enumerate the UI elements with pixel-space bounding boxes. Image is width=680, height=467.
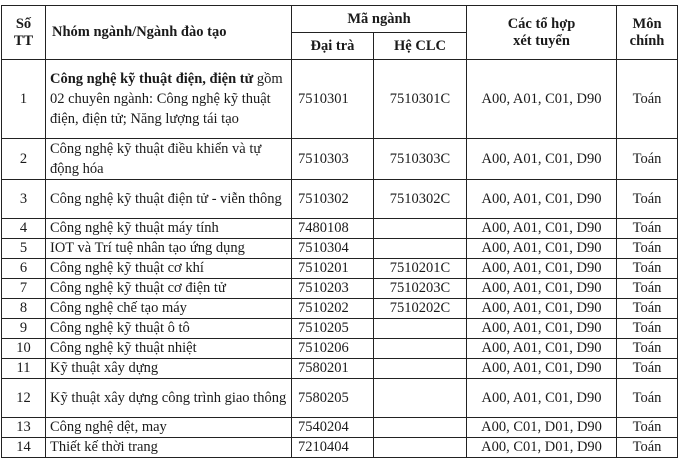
row-name: Công nghệ kỹ thuật cơ điện tử xyxy=(46,279,292,299)
header-stt-line2: TT xyxy=(13,32,34,49)
row-code: 7480108 xyxy=(292,219,374,239)
row-combos: A00, A01, C01, D90 xyxy=(467,239,617,259)
row-name: Công nghệ kỹ thuật ô tô xyxy=(46,319,292,339)
row-clc xyxy=(374,219,467,239)
row-name-bold: Công nghệ kỹ thuật điện, điện tử xyxy=(50,71,254,87)
row-combos: A00, A01, C01, D90 xyxy=(467,139,617,180)
header-subject-line1: Môn xyxy=(632,15,662,32)
row-combos: A00, A01, C01, D90 xyxy=(467,180,617,219)
table-row xyxy=(2,180,678,219)
row-stt: 2 xyxy=(2,139,46,180)
row-subject: Toán xyxy=(617,418,678,438)
row-code: 7510201 xyxy=(292,259,374,279)
row-subject: Toán xyxy=(617,299,678,319)
row-stt: 1 xyxy=(2,60,46,139)
row-combos: A00, A01, C01, D90 xyxy=(467,279,617,299)
row-clc: 7510301C xyxy=(374,60,467,139)
row-stt: 11 xyxy=(2,359,46,379)
row-combos: A00, A01, C01, D90 xyxy=(467,60,617,139)
row-name: Công nghệ kỹ thuật điện tử - viễn thông xyxy=(46,180,292,219)
row-name xyxy=(46,60,292,139)
row-name: Công nghệ dệt, may xyxy=(46,418,292,438)
header-code-regular: Đại trà xyxy=(292,33,374,60)
row-subject: Toán xyxy=(617,259,678,279)
row-clc xyxy=(374,239,467,259)
row-code: 7580205 xyxy=(292,379,374,418)
row-name-rest: gồm 02 chuyên ngành: Công nghệ kỹ thuật điện, điện tử; Năng lượng tái tạo xyxy=(50,71,283,127)
table-row xyxy=(2,139,678,180)
row-combos: A00, A01, C01, D90 xyxy=(467,339,617,359)
table-row xyxy=(2,219,678,239)
header-combos-line2: xét tuyển xyxy=(513,32,570,49)
row-code: 7540204 xyxy=(292,418,374,438)
row-name: Kỹ thuật xây dựng công trình giao thông xyxy=(46,379,292,418)
row-subject: Toán xyxy=(617,319,678,339)
row-combos: A00, C01, D01, D90 xyxy=(467,438,617,458)
row-code: 7510302 xyxy=(292,180,374,219)
row-code: 7510205 xyxy=(292,319,374,339)
row-name: Công nghệ kỹ thuật nhiệt xyxy=(46,339,292,359)
row-name: Công nghệ kỹ thuật máy tính xyxy=(46,219,292,239)
row-clc xyxy=(374,319,467,339)
header-subject-line2: chính xyxy=(629,32,665,49)
table-row xyxy=(2,379,678,418)
row-code: 7510304 xyxy=(292,239,374,259)
table-row xyxy=(2,279,678,299)
row-clc xyxy=(374,339,467,359)
row-subject: Toán xyxy=(617,359,678,379)
row-clc: 7510303C xyxy=(374,139,467,180)
row-subject: Toán xyxy=(617,438,678,458)
row-code: 7510203 xyxy=(292,279,374,299)
header-code-clc: Hệ CLC xyxy=(374,33,467,60)
row-code: 7510202 xyxy=(292,299,374,319)
table-row xyxy=(2,319,678,339)
row-subject: Toán xyxy=(617,180,678,219)
row-subject: Toán xyxy=(617,60,678,139)
row-clc: 7510203C xyxy=(374,279,467,299)
row-stt: 6 xyxy=(2,259,46,279)
header-stt xyxy=(2,6,46,60)
row-stt: 8 xyxy=(2,299,46,319)
row-combos: A00, A01, C01, D90 xyxy=(467,259,617,279)
row-name: Kỹ thuật xây dựng xyxy=(46,359,292,379)
row-name: IOT và Trí tuệ nhân tạo ứng dụng xyxy=(46,239,292,259)
table-row xyxy=(2,418,678,438)
header-stt-line1: Số xyxy=(15,15,32,32)
row-combos: A00, A01, C01, D90 xyxy=(467,299,617,319)
row-subject: Toán xyxy=(617,239,678,259)
row-combos: A00, A01, C01, D90 xyxy=(467,319,617,339)
row-clc xyxy=(374,379,467,418)
row-code: 7510301 xyxy=(292,60,374,139)
row-subject: Toán xyxy=(617,279,678,299)
table-row xyxy=(2,359,678,379)
table-row xyxy=(2,438,678,458)
row-combos: A00, A01, C01, D90 xyxy=(467,219,617,239)
row-code: 7510206 xyxy=(292,339,374,359)
header-row-1 xyxy=(2,6,678,33)
row-name: Công nghệ kỹ thuật điều khiển và tự động hóa xyxy=(46,139,292,180)
row-stt: 3 xyxy=(2,180,46,219)
row-stt: 5 xyxy=(2,239,46,259)
row-subject: Toán xyxy=(617,339,678,359)
row-name: Công nghệ chế tạo máy xyxy=(46,299,292,319)
header-subject xyxy=(617,6,678,60)
row-stt: 9 xyxy=(2,319,46,339)
row-stt: 14 xyxy=(2,438,46,458)
row-stt: 12 xyxy=(2,379,46,418)
header-group: Nhóm ngành/Ngành đào tạo xyxy=(46,6,292,60)
row-combos: A00, A01, C01, D90 xyxy=(467,379,617,418)
row-clc xyxy=(374,438,467,458)
header-combos xyxy=(467,6,617,60)
row-name: Công nghệ kỹ thuật cơ khí xyxy=(46,259,292,279)
row-stt: 7 xyxy=(2,279,46,299)
row-code: 7210404 xyxy=(292,438,374,458)
row-stt: 4 xyxy=(2,219,46,239)
row-subject: Toán xyxy=(617,379,678,418)
row-stt: 13 xyxy=(2,418,46,438)
row-combos: A00, A01, C01, D90 xyxy=(467,359,617,379)
table-row xyxy=(2,299,678,319)
row-clc xyxy=(374,418,467,438)
row-clc xyxy=(374,359,467,379)
header-combos-line1: Các tổ hợp xyxy=(507,15,576,32)
row-clc: 7510202C xyxy=(374,299,467,319)
row-stt: 10 xyxy=(2,339,46,359)
row-name: Thiết kế thời trang xyxy=(46,438,292,458)
header-code: Mã ngành xyxy=(292,6,467,33)
table-row xyxy=(2,259,678,279)
row-code: 7510303 xyxy=(292,139,374,180)
row-clc: 7510302C xyxy=(374,180,467,219)
row-subject: Toán xyxy=(617,219,678,239)
row-subject: Toán xyxy=(617,139,678,180)
row-code: 7580201 xyxy=(292,359,374,379)
table-row xyxy=(2,339,678,359)
table-row xyxy=(2,60,678,139)
row-clc: 7510201C xyxy=(374,259,467,279)
row-combos: A00, C01, D01, D90 xyxy=(467,418,617,438)
admissions-table xyxy=(1,5,678,458)
table-row xyxy=(2,239,678,259)
